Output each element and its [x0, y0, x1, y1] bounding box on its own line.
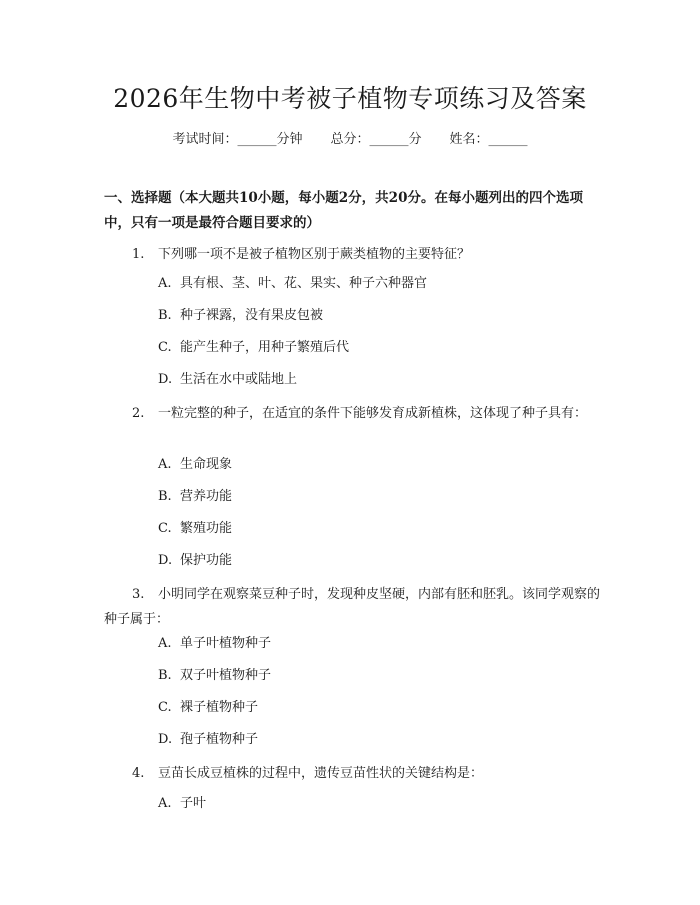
- total-score-field: 总分：______分: [330, 132, 422, 147]
- option-2d: [158, 551, 232, 571]
- exam-info-line: [0, 130, 700, 150]
- option-3b: [158, 666, 271, 686]
- option-1b: [158, 306, 323, 326]
- section-heading: 一、选择题（本大题共10小题，每小题2分，共20分。在每小题列出的四个选项中，只有一项是最符合题目要求的）: [104, 190, 583, 231]
- option-letter: A.: [158, 796, 172, 811]
- option-3c: [158, 698, 258, 718]
- question-4: [132, 761, 612, 786]
- option-letter: A.: [158, 276, 172, 291]
- option-text: 孢子植物种子: [180, 732, 259, 747]
- option-text: 繁殖功能: [180, 521, 233, 536]
- option-text: 种子裸露，没有果皮包被: [180, 308, 324, 323]
- option-3d: [158, 730, 258, 750]
- option-letter: A.: [158, 457, 172, 472]
- question-text: 豆苗长成豆植株的过程中，遗传豆苗性状的关键结构是：: [158, 766, 484, 781]
- option-text: 生活在水中或陆地上: [180, 372, 298, 387]
- option-1c: [158, 338, 349, 358]
- option-letter: C.: [158, 340, 172, 355]
- option-letter: D.: [158, 553, 173, 568]
- option-letter: B.: [158, 308, 172, 323]
- option-text: 营养功能: [180, 489, 233, 504]
- question-number: 2.: [132, 406, 145, 421]
- option-text: 裸子植物种子: [180, 700, 259, 715]
- option-text: 生命现象: [180, 457, 233, 472]
- option-2a: [158, 455, 232, 475]
- question-1: [132, 242, 612, 267]
- option-letter: D.: [158, 732, 173, 747]
- option-text: 能产生种子，用种子繁殖后代: [180, 340, 350, 355]
- option-text: 保护功能: [180, 553, 233, 568]
- question-number: 3.: [132, 587, 145, 602]
- option-1d: [158, 370, 297, 390]
- question-2: [104, 401, 600, 426]
- option-letter: B.: [158, 489, 172, 504]
- option-text: 双子叶植物种子: [180, 668, 272, 683]
- question-text: 小明同学在观察菜豆种子时，发现种皮坚硬，内部有胚和胚乳。该同学观察的种子属于：: [104, 587, 601, 627]
- student-name-field: 姓名：______: [449, 132, 528, 147]
- question-text: 一粒完整的种子，在适宜的条件下能够发育成新植株，这体现了种子具有：: [158, 406, 588, 421]
- question-number: 1.: [132, 247, 145, 262]
- option-letter: A.: [158, 636, 172, 651]
- option-letter: C.: [158, 521, 172, 536]
- option-3a: [158, 634, 271, 654]
- option-2b: [158, 487, 232, 507]
- option-text: 子叶: [180, 796, 207, 811]
- question-3: [104, 582, 600, 632]
- option-letter: D.: [158, 372, 173, 387]
- option-text: 单子叶植物种子: [180, 636, 272, 651]
- option-4a: [158, 794, 206, 814]
- page-title: 2026年生物中考被子植物专项练习及答案: [113, 84, 587, 113]
- option-letter: C.: [158, 700, 172, 715]
- question-number: 4.: [132, 766, 145, 781]
- option-text: 具有根、茎、叶、花、果实、种子六种器官: [180, 276, 428, 291]
- question-text: 下列哪一项不是被子植物区别于蕨类植物的主要特征？: [158, 247, 471, 262]
- option-2c: [158, 519, 232, 539]
- exam-time-field: 考试时间：______分钟: [172, 132, 303, 147]
- option-1a: [158, 274, 427, 294]
- option-letter: B.: [158, 668, 172, 683]
